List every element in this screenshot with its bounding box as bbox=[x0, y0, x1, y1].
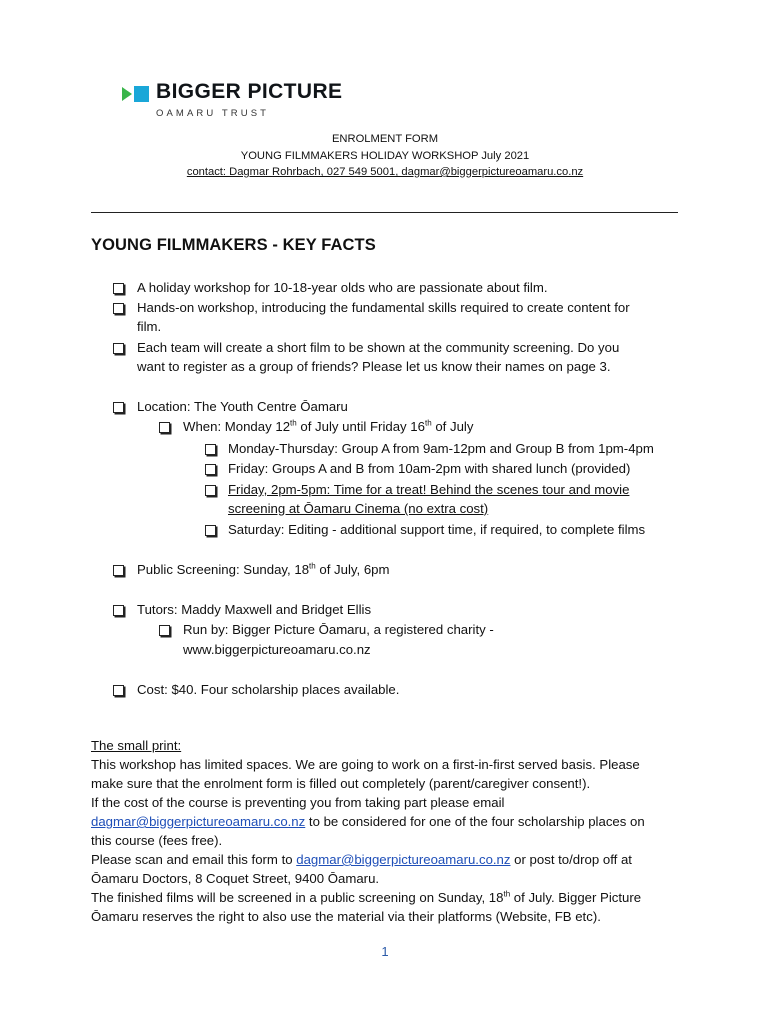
checkbox-icon bbox=[159, 625, 170, 636]
fact-runby: Run by: Bigger Picture Ōamaru, a registered charity - bbox=[183, 622, 494, 637]
small-print-line: The finished films will be screened in a public screening on Sunday, 18th of July. Bigger Picture bbox=[91, 889, 642, 905]
divider bbox=[91, 212, 678, 213]
fact-screening: Public Screening: Sunday, 18th of July, 6pm bbox=[137, 561, 390, 577]
small-print-line: make sure that the enrolment form is filled out completely (parent/caregiver consent!). bbox=[91, 776, 591, 791]
checkbox-icon bbox=[205, 444, 216, 455]
fact-age: A holiday workshop for 10-18-year olds who are passionate about film. bbox=[137, 280, 548, 295]
small-print-title: The small print: bbox=[91, 738, 182, 753]
fact-handson-cont: film. bbox=[137, 319, 162, 334]
small-print-line: this course (fees free). bbox=[91, 833, 223, 848]
fact-when: When: Monday 12th of July until Friday 16th of July bbox=[183, 418, 474, 434]
checkbox-icon bbox=[113, 605, 124, 616]
fact-team-cont: want to register as a group of friends? Please let us know their names on page 3. bbox=[137, 359, 611, 374]
schedule-saturday: Saturday: Editing - additional support time, if required, to complete films bbox=[228, 522, 646, 537]
logo-icon bbox=[122, 84, 152, 104]
small-print-line: Ōamaru Doctors, 8 Coquet Street, 9400 Ōamaru. bbox=[91, 871, 380, 886]
checkbox-icon bbox=[205, 464, 216, 475]
email-link[interactable]: dagmar@biggerpictureoamaru.co.nz bbox=[296, 852, 511, 867]
page-number: 1 bbox=[381, 944, 389, 959]
small-print-line: dagmar@biggerpictureoamaru.co.nz to be considered for one of the four scholarship places on bbox=[91, 814, 645, 829]
schedule-friday: Friday: Groups A and B from 10am-2pm with shared lunch (provided) bbox=[228, 461, 631, 476]
workshop-title: YOUNG FILMMAKERS HOLIDAY WORKSHOP July 2021 bbox=[240, 150, 530, 162]
checkbox-icon bbox=[113, 343, 124, 354]
fact-cost: Cost: $40. Four scholarship places available. bbox=[137, 682, 400, 697]
logo-name: BIGGER PICTURE bbox=[156, 80, 343, 103]
schedule-treat: Friday, 2pm-5pm: Time for a treat! Behind the scenes tour and movie bbox=[228, 482, 630, 497]
section-title: YOUNG FILMMAKERS - KEY FACTS bbox=[91, 236, 376, 254]
checkbox-icon bbox=[113, 402, 124, 413]
checkbox-icon bbox=[113, 283, 124, 294]
email-link[interactable]: dagmar@biggerpictureoamaru.co.nz bbox=[91, 814, 306, 829]
checkbox-icon bbox=[113, 303, 124, 314]
logo-subtitle: OAMARU TRUST bbox=[156, 108, 270, 119]
checkbox-icon bbox=[113, 685, 124, 696]
fact-runby-url: www.biggerpictureoamaru.co.nz bbox=[183, 642, 371, 657]
small-print-line: If the cost of the course is preventing you from taking part please email bbox=[91, 795, 505, 810]
form-title: ENROLMENT FORM bbox=[331, 133, 439, 145]
fact-location: Location: The Youth Centre Ōamaru bbox=[137, 399, 348, 414]
small-print-line: Ōamaru reserves the right to also use the material via their platforms (Website, FB etc). bbox=[91, 909, 601, 924]
contact-line[interactable]: contact: Dagmar Rohrbach, 027 549 5001, dagmar@biggerpictureoamaru.co.nz bbox=[186, 166, 584, 178]
schedule-mon-thu: Monday-Thursday: Group A from 9am-12pm and Group B from 1pm-4pm bbox=[228, 441, 654, 456]
checkbox-icon bbox=[113, 565, 124, 576]
checkbox-icon bbox=[205, 485, 216, 496]
fact-handson: Hands-on workshop, introducing the fundamental skills required to create content for bbox=[137, 300, 630, 315]
fact-tutors: Tutors: Maddy Maxwell and Bridget Ellis bbox=[137, 602, 372, 617]
small-print-line: This workshop has limited spaces. We are going to work on a first-in-first served basis. Please bbox=[91, 757, 640, 772]
checkbox-icon bbox=[205, 525, 216, 536]
schedule-treat-cont: screening at Ōamaru Cinema (no extra cost) bbox=[228, 501, 489, 516]
fact-team: Each team will create a short film to be shown at the community screening. Do you bbox=[137, 340, 620, 355]
checkbox-icon bbox=[159, 422, 170, 433]
small-print-line: Please scan and email this form to dagmar@biggerpictureoamaru.co.nz or post to/drop off at bbox=[91, 852, 632, 867]
